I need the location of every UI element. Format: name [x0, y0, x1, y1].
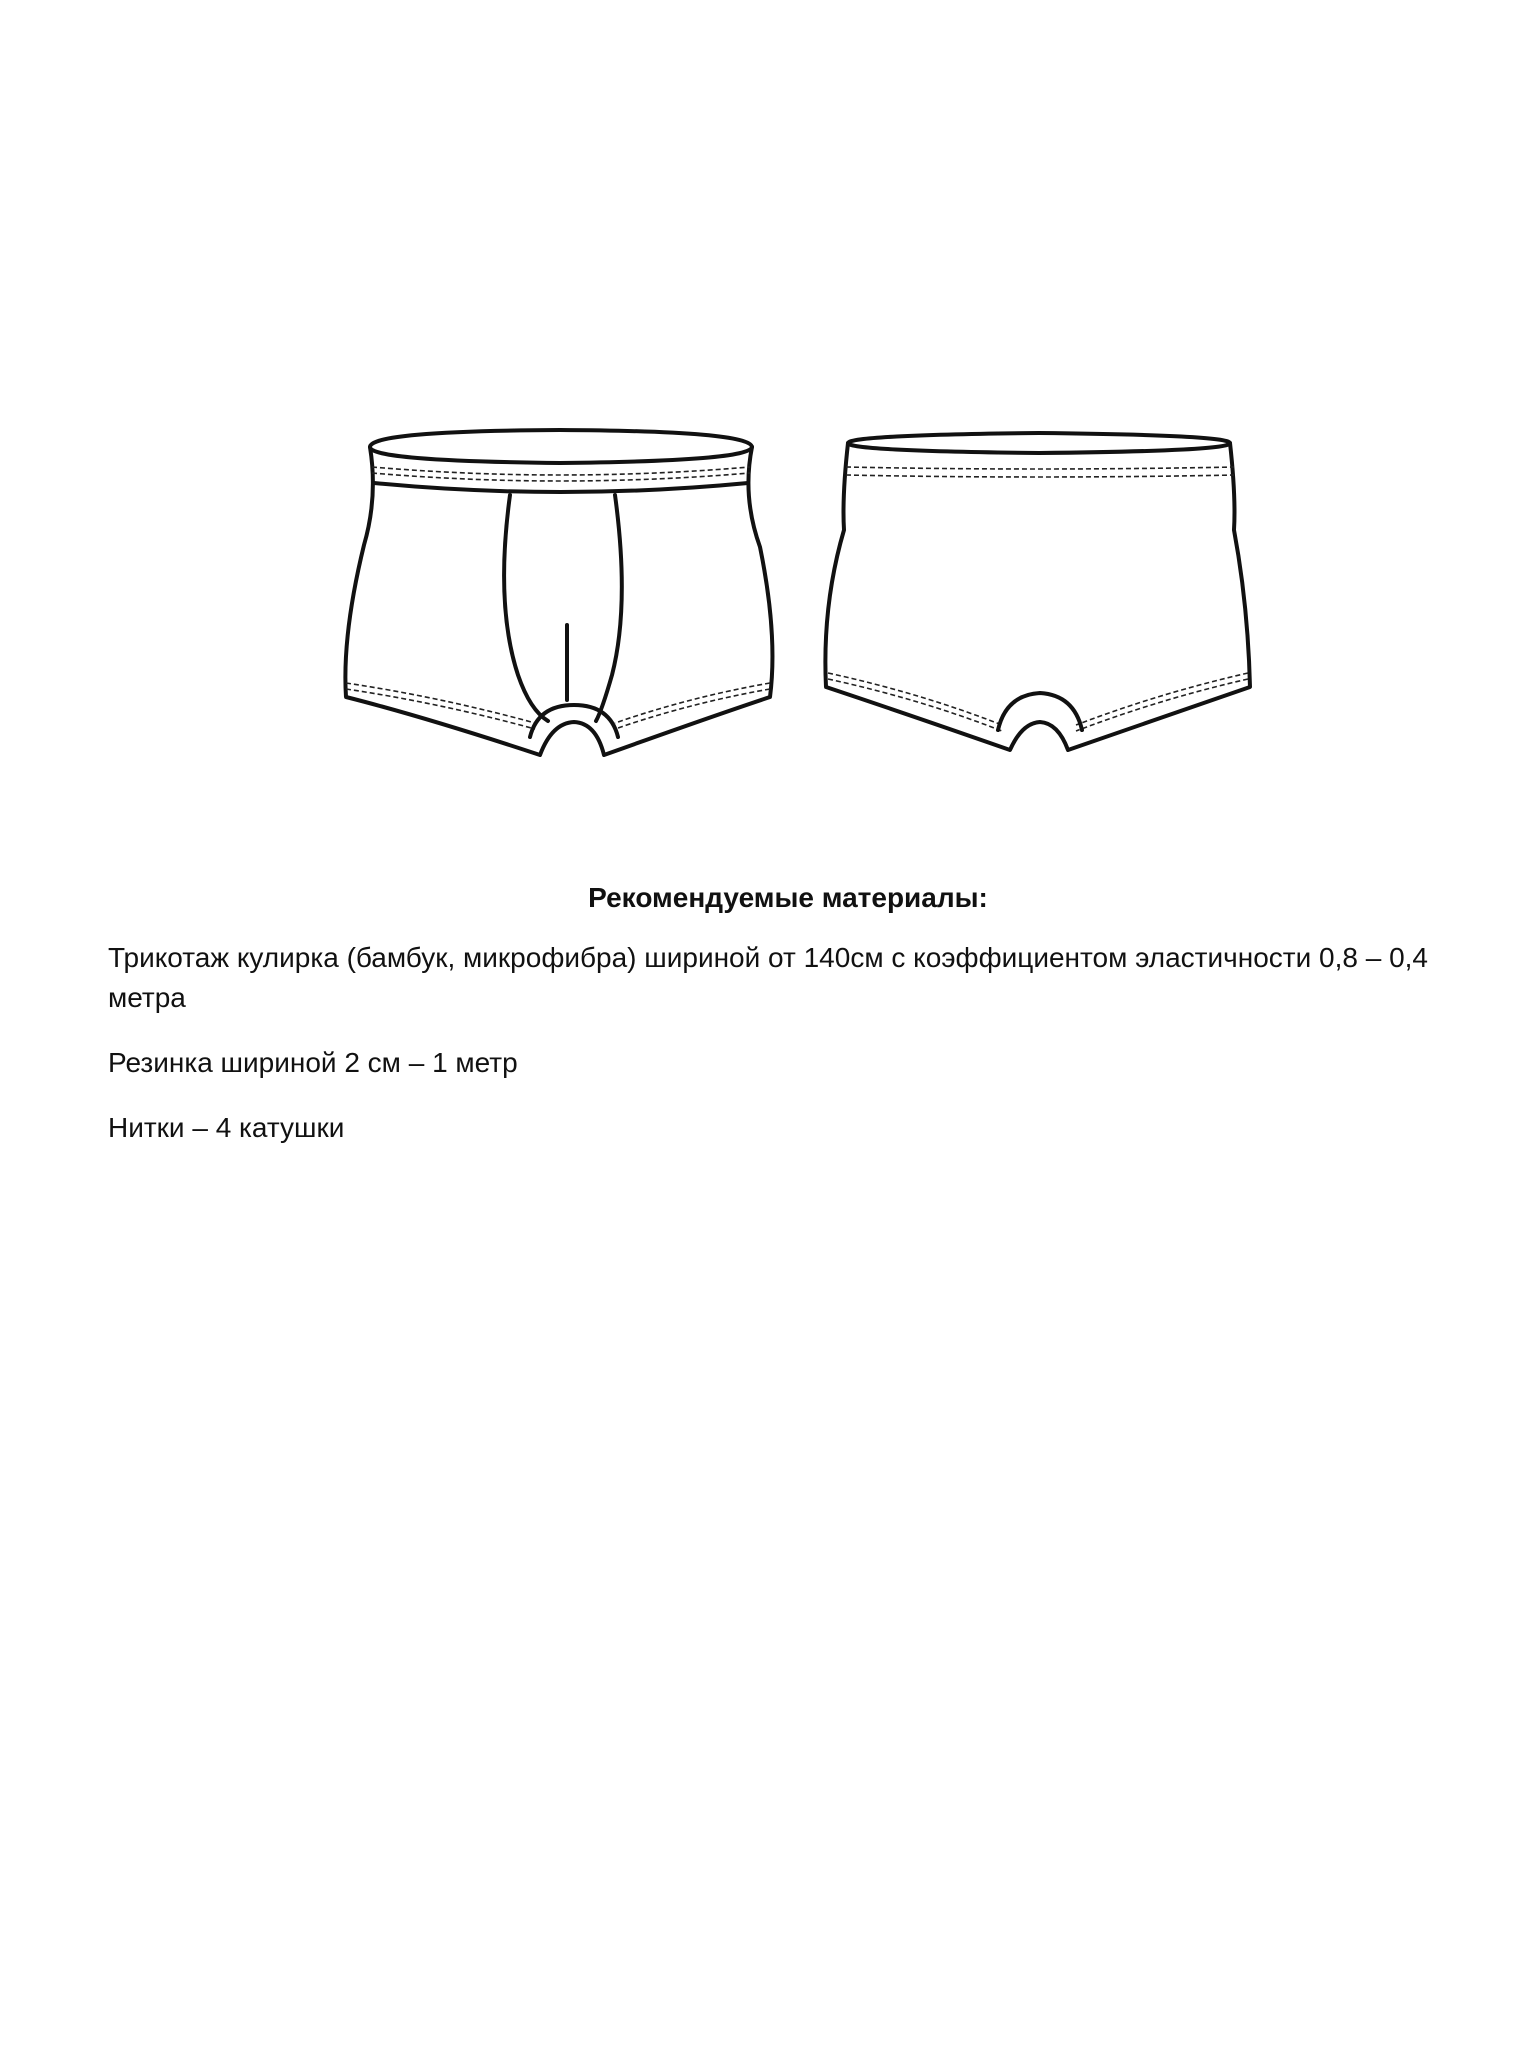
material-item-elastic: Резинка шириной 2 см – 1 метр: [108, 1046, 518, 1078]
back-waistband-top: [848, 433, 1230, 453]
recommended-materials-section: [108, 880, 1468, 1173]
material-item-thread: Нитки – 4 катушки: [108, 1111, 345, 1143]
front-waistband-top: [370, 430, 752, 463]
garment-illustrations: [330, 425, 1280, 775]
back-body-outline: [825, 443, 1250, 750]
boxer-briefs-front-view-icon: [345, 430, 772, 755]
boxer-briefs-back-view-icon: [825, 433, 1250, 750]
material-item-fabric: Трикотаж кулирка (бамбук, микрофибра) шириной от 140см с коэффициентом эластичности 0,8 – 0,4 метра: [108, 942, 1428, 1013]
materials-heading: Рекомендуемые материалы:: [588, 882, 988, 913]
garment-illustrations-svg: [330, 425, 1280, 775]
